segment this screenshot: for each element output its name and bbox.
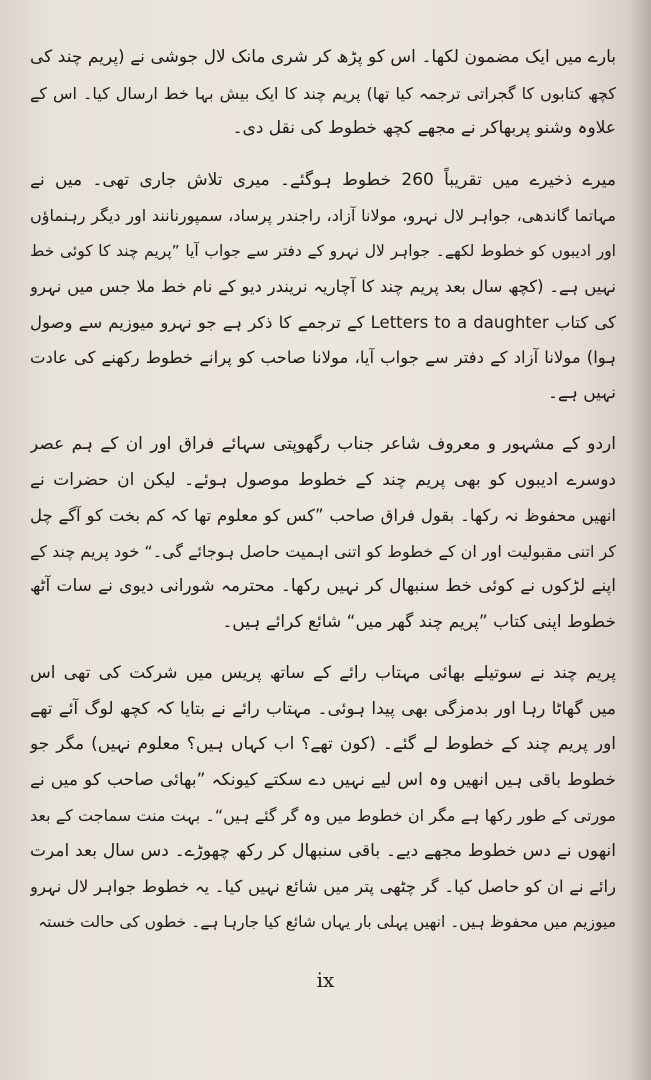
page-number: ix [316, 968, 335, 992]
text-line: میوزیم میں محفوظ ہیں۔ انھیں پہلی بار یہاں شائع کیا جارہا ہے۔ خطوں کی حالت خستہ [38, 912, 616, 931]
text-line: پریم چند نے سوتیلے بھائی مہتاب رائے کے ساتھ پریس میں شرکت کی تھی اس [30, 663, 616, 683]
text-line: مہاتما گاندھی، جواہر لال نہرو، مولانا آزاد، راجندر پرساد، سمپورنانند اور دیگر رہنماؤں [30, 206, 616, 225]
text-line: اپنے لڑکوں نے کوئی خط سنبھال کر نہیں رکھا۔ محترمہ شورانی دیوی نے سات آٹھ [30, 576, 616, 596]
text-line: اور ادیبوں کو خطوط لکھے۔ جواہر لال نہرو کے دفتر سے جواب آیا ”پریم چند کا کوئی خط [30, 241, 616, 260]
text-line: مورتی کے طور رکھا ہے مگر ان خطوط میں وہ گر گئے ہیں“۔ بہت منت سماجت کے بعد [30, 806, 616, 825]
text-line: میں گھاٹا رہا اور بدمزگی بھی پیدا ہوئی۔ مہتاب رائے نے بتایا کہ کچھ لوگ آئے تھے [30, 698, 616, 719]
text-line: دوسرے ادیبوں کو بھی پریم چند کے خطوط موصول ہوئے۔ لیکن ان حضرات نے [30, 469, 616, 490]
text-line: کچھ کتابوں کا گجراتی ترجمہ کیا تھا) پریم چند کا ایک بیش بہا خط ارسال کیا۔ اس کے [30, 83, 616, 103]
paragraph-2 [30, 163, 616, 412]
paragraph-3 [30, 427, 616, 640]
text-line: بارے میں ایک مضمون لکھا۔ اس کو پڑھ کر شری مانک لال جوشی نے (پریم چند کی [30, 47, 616, 67]
text-line: اردو کے مشہور و معروف شاعر جناب رگھوپتی سہائے فراق اور ان کے ہم عصر [30, 434, 616, 454]
text-line: ہوا) مولانا آزاد کے دفتر سے جواب آیا، مولانا صاحب کو پرانے خطوط رکھنے کی عادت [30, 348, 616, 367]
text-line: کر اتنی مقبولیت اور ان کے خطوط کو اتنی اہمیت حاصل ہوجائے گی۔“ خود پریم چند کے [30, 541, 616, 561]
paragraph-4 [30, 656, 616, 940]
text-line: کی کتاب Letters to a daughter کے ترجمے کا ذکر ہے جو نہرو میوزیم سے وصول [30, 312, 616, 332]
text-line: انھوں نے دس خطوط مجھے دیے۔ باقی سنبھال کر رکھ چھوڑے۔ دس سال بعد امرت [30, 840, 616, 861]
text-line: اور پریم چند کے خطوط لے گئے۔ (کون تھے؟ اب کہاں ہیں؟ معلوم نہیں) مگر جو [30, 734, 616, 754]
text-line: نہیں ہے۔ [547, 382, 616, 403]
text-line: رائے نے ان کو حاصل کیا۔ گر چٹھی پتر میں شائع نہیں کیا۔ یہ خطوط جواہر لال نہرو [30, 877, 616, 896]
text-line: میرے ذخیرے میں تقریباً 260 خطوط ہوگئے۔ میری تلاش جاری تھی۔ میں نے [30, 169, 616, 190]
text-line: نہیں ہے۔ (کچھ سال بعد پریم چند کا آچاریہ نریندر دیو کے نام خط ملا جس میں نہرو [30, 277, 616, 296]
text-line: خطوط اپنی کتاب ”پریم چند گھر میں“ شائع کرائے ہیں۔ [222, 611, 616, 632]
body-text [30, 40, 616, 956]
text-line: خطوط باقی ہیں انھیں وہ اس لیے نہیں دے سکتے کیونکہ ”بھائی صاحب کو میں نے [30, 769, 616, 790]
paragraph-1 [30, 40, 616, 147]
text-line: علاوہ وشنو پربھاکر نے مجھے کچھ خطوط کی نقل دی۔ [232, 118, 616, 138]
text-line: انھیں محفوظ نہ رکھا۔ بقول فراق صاحب ”کس کو معلوم تھا کہ کم بخت کو آگے چل [30, 506, 616, 525]
